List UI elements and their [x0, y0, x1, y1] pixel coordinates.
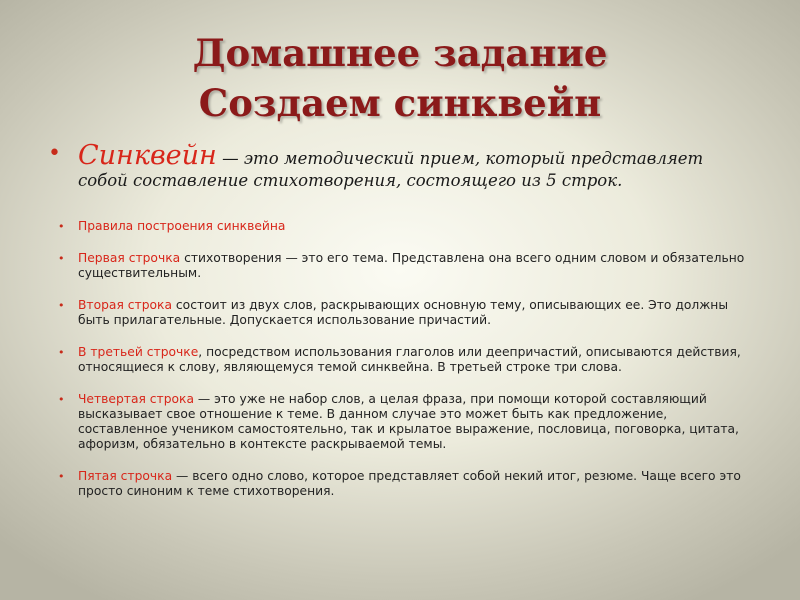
bullet-icon: •	[58, 346, 65, 359]
item-text: , посредством использования глаголов или деепричастий, описываются действия, относящиеся к слову, являющемуся темой синквейна. В третьей строке три слова.	[78, 345, 741, 374]
list-item	[58, 251, 758, 281]
item-text: — всего одно слово, которое представляет собой некий итог, резюме. Чаще всего это просто синоним к теме стихотворения.	[78, 469, 741, 498]
title-line-2: Создаем синквейн	[198, 81, 602, 125]
rules-heading: Правила построения синквейна	[78, 219, 286, 233]
intro-term: Синквейн	[78, 140, 217, 171]
item-highlight: Первая строчка	[78, 251, 181, 265]
list-item	[58, 392, 758, 452]
bullet-icon: •	[58, 299, 65, 312]
item-prefix: В	[78, 345, 91, 359]
list-item	[58, 345, 758, 375]
slide-title	[0, 28, 800, 128]
item-highlight: третьей строчке	[90, 345, 199, 359]
bullet-icon: •	[58, 393, 65, 406]
title-line-1: Домашнее задание	[192, 31, 608, 75]
intro-paragraph	[48, 140, 754, 192]
item-text: стихотворения — это его тема. Представлена она всего одним словом и обязательно существительным.	[78, 251, 745, 280]
item-highlight: Четвертая строка	[78, 392, 194, 406]
list-item	[58, 469, 758, 499]
bullet-icon: •	[58, 470, 65, 483]
item-text: состоит из двух слов, раскрывающих основную тему, описывающих ее. Это должны быть прилагательные. Допускается использование причастий.	[78, 298, 729, 327]
bullet-icon: •	[58, 252, 65, 265]
intro-text: — это методический прием, который представляет собой составление стихотворения, состоящего из 5 строк.	[78, 149, 704, 190]
item-highlight: Пятая строчка	[78, 469, 173, 483]
item-highlight: Вторая строка	[78, 298, 172, 312]
bullet-icon: •	[58, 220, 65, 233]
list-item	[58, 298, 758, 328]
bullet-icon: •	[48, 141, 61, 166]
rules-heading-item	[58, 219, 758, 234]
rules-list	[58, 219, 758, 516]
item-text: — это уже не набор слов, а целая фраза, при помощи которой составляющий высказывает свое отношение к теме. В данном случае это может быть как предложение, составленное учеником самостоятельно, так и крылатое выражение, пословица, поговорка, цитата, афоризм, обязательно в контексте раскрываемой темы.	[78, 392, 739, 451]
